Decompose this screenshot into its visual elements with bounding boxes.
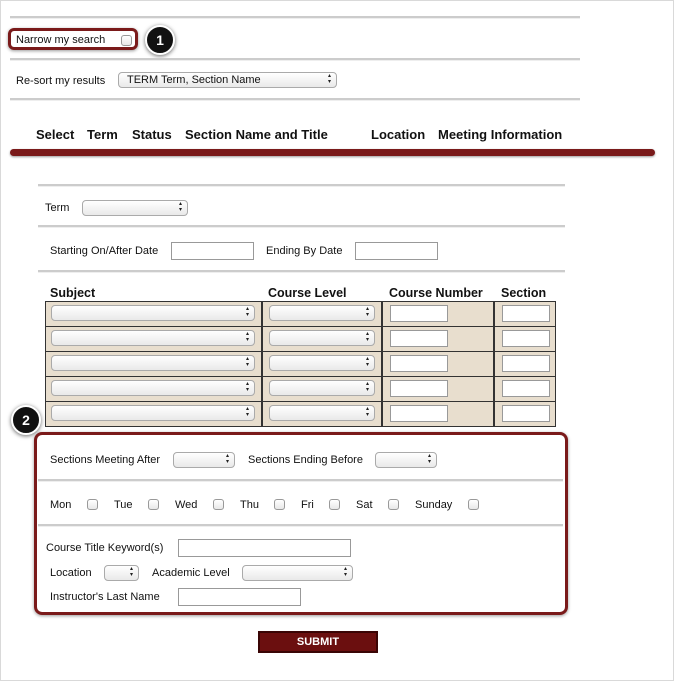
narrow-search-checkbox[interactable] <box>121 35 132 46</box>
section-input[interactable] <box>502 380 550 397</box>
meeting-after-select[interactable] <box>173 452 235 468</box>
start-date-label: Starting On/After Date <box>50 245 159 257</box>
start-date-input[interactable] <box>171 242 254 260</box>
term-label: Term <box>45 202 70 214</box>
resort-select-value: TERM Term, Section Name <box>127 74 261 86</box>
results-header-underline <box>10 149 655 156</box>
subject-select[interactable] <box>51 305 255 321</box>
term-select[interactable] <box>82 200 188 216</box>
subject-select[interactable] <box>51 405 255 421</box>
day-label-sat: Sat <box>356 499 373 511</box>
col-header-term: Term <box>87 127 118 142</box>
day-label-thu: Thu <box>240 499 259 511</box>
instructor-label: Instructor's Last Name <box>50 591 160 603</box>
course-level-select[interactable] <box>269 380 375 396</box>
col-header-location: Location <box>371 127 426 142</box>
day-label-wed: Wed <box>175 499 198 511</box>
academic-level-select[interactable] <box>242 565 353 581</box>
meeting-after-label: Sections Meeting After <box>50 454 161 466</box>
subject-select[interactable] <box>51 330 255 346</box>
divider <box>10 98 580 101</box>
course-number-input[interactable] <box>390 305 448 322</box>
divider <box>38 479 563 482</box>
divider <box>38 184 565 187</box>
resort-label: Re-sort my results <box>16 75 106 87</box>
section-input[interactable] <box>502 355 550 372</box>
course-number-input[interactable] <box>390 330 448 347</box>
day-checkbox-sunday[interactable] <box>468 499 479 510</box>
day-label-sunday: Sunday <box>415 499 453 511</box>
end-date-input[interactable] <box>355 242 438 260</box>
course-number-input[interactable] <box>390 380 448 397</box>
col-header-status: Status <box>132 127 172 142</box>
day-label-fri: Fri <box>301 499 314 511</box>
submit-button[interactable]: SUBMIT <box>258 631 378 653</box>
day-checkbox-wed[interactable] <box>213 499 224 510</box>
keyword-label: Course Title Keyword(s) <box>46 542 164 554</box>
section-input[interactable] <box>502 305 550 322</box>
grid-header-subject: Subject <box>50 286 96 300</box>
day-checkbox-thu[interactable] <box>274 499 285 510</box>
course-number-input[interactable] <box>390 355 448 372</box>
day-label-mon: Mon <box>50 499 72 511</box>
day-checkbox-mon[interactable] <box>87 499 98 510</box>
resort-select[interactable] <box>118 72 337 88</box>
narrow-search-label: Narrow my search <box>16 34 106 46</box>
course-level-select[interactable] <box>269 305 375 321</box>
col-header-section-name: Section Name and Title <box>185 127 328 142</box>
callout-badge-2: 2 <box>11 405 41 435</box>
section-input[interactable] <box>502 330 550 347</box>
instructor-input[interactable] <box>178 588 301 606</box>
day-checkbox-sat[interactable] <box>388 499 399 510</box>
day-checkbox-tue[interactable] <box>148 499 159 510</box>
course-level-select[interactable] <box>269 330 375 346</box>
col-header-meeting-info: Meeting Information <box>438 127 563 142</box>
subject-select[interactable] <box>51 380 255 396</box>
ending-before-select[interactable] <box>375 452 437 468</box>
location-select[interactable] <box>104 565 139 581</box>
section-input[interactable] <box>502 405 550 422</box>
subject-select[interactable] <box>51 355 255 371</box>
keyword-input[interactable] <box>178 539 351 557</box>
location-label: Location <box>50 567 92 579</box>
academic-level-label: Academic Level <box>152 567 230 579</box>
day-label-tue: Tue <box>114 499 133 511</box>
grid-header-course-number: Course Number <box>389 286 483 300</box>
ending-before-label: Sections Ending Before <box>248 454 363 466</box>
course-level-select[interactable] <box>269 405 375 421</box>
course-number-input[interactable] <box>390 405 448 422</box>
grid-header-section: Section <box>501 286 547 300</box>
grid-header-course-level: Course Level <box>268 286 347 300</box>
divider <box>10 58 580 61</box>
divider <box>38 524 563 527</box>
divider <box>38 225 565 228</box>
callout-badge-1: 1 <box>145 25 175 55</box>
end-date-label: Ending By Date <box>266 245 343 257</box>
day-checkbox-fri[interactable] <box>329 499 340 510</box>
divider <box>38 270 565 273</box>
course-level-select[interactable] <box>269 355 375 371</box>
divider <box>10 16 580 19</box>
col-header-select: Select <box>36 127 75 142</box>
